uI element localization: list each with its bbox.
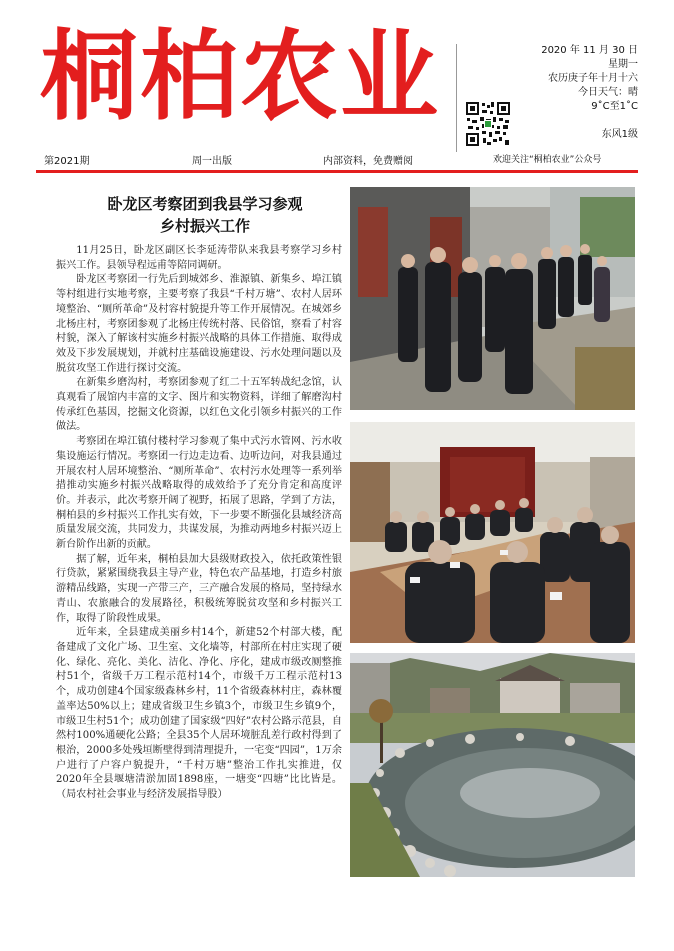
article-paragraph: 据了解，近年来，桐柏县加大县级财政投入，依托政策性银行贷款，紧紧围绕我县主导产业，特色农产品基地，打造乡村旅游精品线路，实现一产带三产，三产融合发展的格局，坚持绿水青山、农旅融合的发展路径，积极统筹脱贫攻坚和乡村振兴工作，取得了阶段性成果。 xyxy=(56,553,342,624)
issue-date: 2020 年 11 月 30 日 xyxy=(541,45,638,56)
photo-meeting-room xyxy=(350,422,635,643)
photo-village-walk xyxy=(350,187,635,410)
article-body xyxy=(56,244,342,803)
article-paragraph: 卧龙区考察团一行先后到城郊乡、淮源镇、新集乡、埠江镇等村组进行实地考察，主要考察了我县“千村万塘”、农村人居环境整治、“厕所革命”及村容村貌提升等工作开展情况。在城郊乡北杨庄村，考察团参观了北杨庄传统村落、民俗馆，察看了村容村貌，深入了解该村实施乡村振兴战略的具体工作措施、取得成效及下步发展规划，并就村庄基础设施建设、污水处理问题以及脱贫攻坚工作进行探讨交流。 xyxy=(56,274,342,374)
issue-number: 第2021期 xyxy=(44,156,90,167)
follow-note: 欢迎关注“桐柏农业”公众号 xyxy=(493,155,602,165)
wind: 东风1级 xyxy=(601,129,638,140)
header-rule xyxy=(36,170,638,173)
headline-line-2: 乡村振兴工作 xyxy=(159,217,250,235)
temperature: 9˚C至1˚C xyxy=(591,101,638,112)
header-divider xyxy=(456,44,457,152)
headline-line-1: 卧龙区考察团到我县学习参观 xyxy=(107,195,303,213)
publish-schedule: 周一出版 xyxy=(192,156,232,167)
article-paragraph: 11月25日，卧龙区副区长李延涛带队来我县考察学习乡村振兴工作。县领导程远甫等陪同调研。 xyxy=(56,245,342,271)
issue-info-row xyxy=(44,152,640,166)
article-headline xyxy=(80,193,330,237)
weekday: 星期一 xyxy=(608,59,638,70)
masthead-title: 桐柏农业 xyxy=(40,20,441,134)
article-paragraph: 考察团在埠江镇付楼村学习参观了集中式污水管网、污水收集设施运行情况。考察团一行边走边看、边听边问，对我县通过开展农村人居环境整治、“厕所革命”、农村污水处理等一系列举措推动实施乡村振兴战略取得的成效给予了充分肯定和高度评价。并表示，此次考察开阔了视野，拓展了思路，学到了方法，桐柏县的乡村振兴工作扎实有效，下一步要不断强化县域经济高质量发展交流，共同发力，共谋发展，为推动两地乡村振兴迈上新台阶作出新的贡献。 xyxy=(56,436,342,551)
lunar-date: 农历庚子年十月十六 xyxy=(548,73,638,84)
distribution-note: 内部资料，免费赠阅 xyxy=(323,156,413,167)
weather: 今日天气：晴 xyxy=(578,87,638,98)
photo-village-pond xyxy=(350,653,635,877)
article-paragraph: 在新集乡磨沟村，考察团参观了红二十五军转战纪念馆，认真观看了展馆内丰富的文字、图片和实物资料，详细了解磨沟村传承红色基因，挖掘文化资源，以红色文化引领乡村振兴的工作做法。 xyxy=(56,377,342,433)
qr-code-icon xyxy=(465,101,511,147)
article-paragraph: 近年来，全县建成美丽乡村14个，新建52个村部大楼，配备建成了文化广场、卫生室、文化墙等，村部所在村庄实现了硬化、绿化、亮化、美化、洁化、净化、序化，建成市级改厕整推村51个，省级千万工程示范村14个，市级千万工程示范村13个，成功创建4个国家级森林乡村，11个省级森林村庄，森林覆盖率达50%以上；建成省级卫生乡镇3个，市级卫生乡镇9个，市级卫生村51个；成功创建了国家级“四好”农村公路示范县，自然村100%通硬化公路；全县35个人居环境脏乱差行政村得到了根治，2000多处残垣断壁得到清理提升，一宅变“四园”，1万余户进行了户容户貌提升，“千村万塘”整治工作扎实推进，仅2020年全县堰塘清淤加固1898座，一塘变“四塘”比比皆是。（局农村社会事业与经济发展指导股） xyxy=(56,627,342,801)
